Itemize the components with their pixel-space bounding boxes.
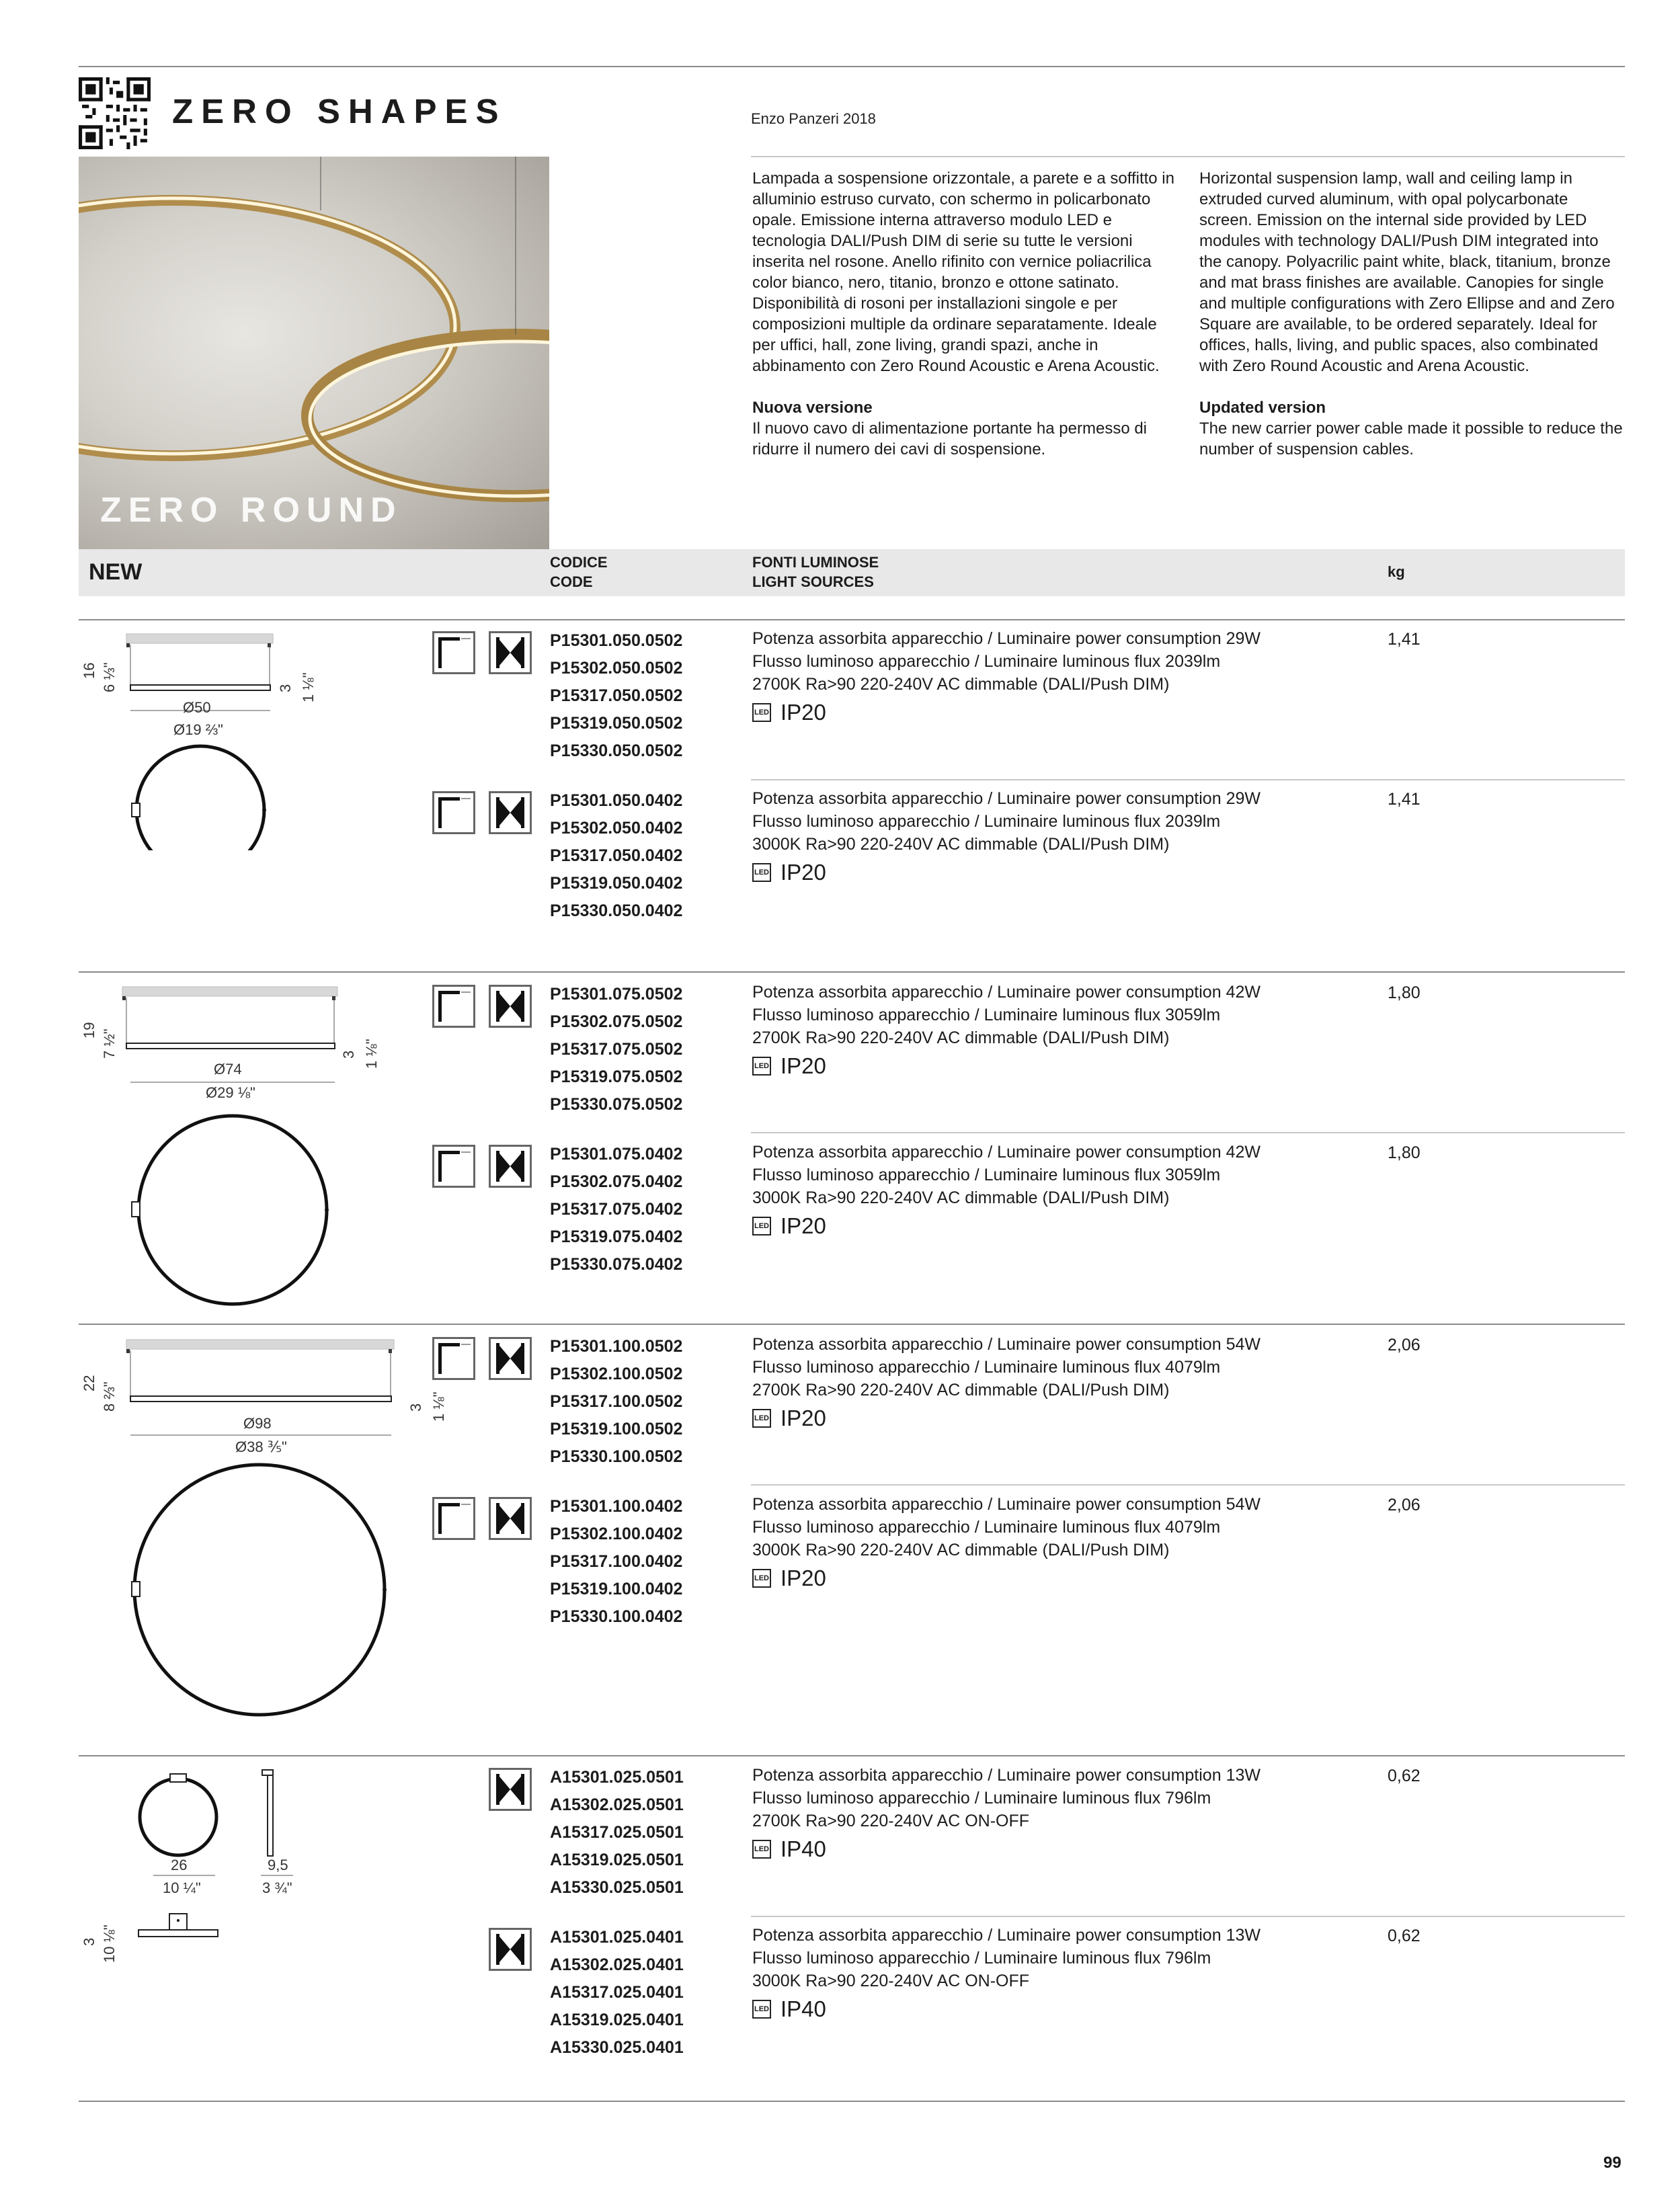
- code-list: [550, 1333, 682, 1471]
- spec-line: 2700K Ra>90 220-240V AC ON-OFF: [752, 1812, 1030, 1830]
- product-code: P15317.100.0402: [550, 1552, 683, 1571]
- product-code: P15301.100.0402: [550, 1497, 683, 1516]
- code-header-en: CODE: [550, 573, 593, 590]
- product-code: P15319.050.0402: [550, 874, 683, 893]
- light-source-spec: [752, 787, 1261, 884]
- product-code: P15302.050.0502: [550, 659, 683, 678]
- product-code: P15302.075.0402: [550, 1172, 683, 1191]
- light-source-spec: [752, 1141, 1261, 1238]
- spec-line: Flusso luminoso apparecchio / Luminaire luminous flux 796lm: [752, 1949, 1211, 1968]
- product-code: P15317.075.0502: [550, 1040, 683, 1059]
- dim-width-in: 10 ¼": [163, 1879, 201, 1896]
- suspension-mount-icon: [432, 1497, 475, 1540]
- product-code: A15301.025.0501: [550, 1768, 684, 1787]
- spec-line: Potenza assorbita apparecchio / Luminaire power consumption 29W: [752, 629, 1261, 648]
- ip-rating: IP20: [781, 1213, 826, 1238]
- light-emission-icon: [489, 631, 532, 674]
- weight-kg: 0,62: [1388, 1767, 1421, 1785]
- drawing-d50: [74, 628, 410, 850]
- code-list: [550, 1141, 682, 1279]
- dim-depth: 9,5: [268, 1857, 288, 1873]
- led-icon: LED: [752, 1057, 771, 1076]
- light-emission-icon: [489, 1928, 532, 1971]
- ip-rating: IP40: [781, 1836, 826, 1861]
- header-rule: [751, 156, 1625, 157]
- update-text-en: The new carrier power cable made it possible to reduce the number of suspension cables.: [1199, 419, 1623, 458]
- dim-thickness: 3: [340, 1050, 357, 1059]
- new-label: NEW: [89, 559, 143, 585]
- product-code: P15317.050.0502: [550, 686, 683, 705]
- weight-kg: 2,06: [1388, 1336, 1421, 1354]
- dim-diameter: Ø50: [183, 699, 211, 716]
- row-rule: [751, 1916, 1625, 1917]
- light-emission-icon: [489, 1497, 532, 1540]
- led-icon: LED: [752, 703, 771, 722]
- spec-line: Potenza assorbita apparecchio / Luminaire power consumption 54W: [752, 1495, 1261, 1514]
- weight-kg: 1,41: [1388, 790, 1421, 809]
- page-title: ZERO SHAPES: [172, 92, 507, 130]
- product-code: P15302.100.0402: [550, 1525, 683, 1543]
- ip-rating: IP20: [781, 1566, 826, 1590]
- product-code: A15302.025.0501: [550, 1795, 684, 1814]
- description-en-text: Horizontal suspension lamp, wall and ceiling lamp in extruded curved aluminum, with opal polycarbonate screen. Emission on the internal side provided by LED modules with technology DALI/Push DIM integrated into the canopy. Polyacrilic paint white, black, titanium, bronze and mat brass finishes are available. Canopies for single and multiple configurations with Zero Ellipse and and Zero Square are available, to be ordered separately. Ideal for offices, halls, living, and public spaces, also combinated with Zero Round Acoustic and Arena Acoustic.: [1199, 169, 1615, 375]
- light-emission-icon: [489, 1145, 532, 1188]
- product-code: P15330.100.0402: [550, 1607, 683, 1626]
- spec-line: Flusso luminoso apparecchio / Luminaire luminous flux 4079lm: [752, 1518, 1221, 1537]
- dim-diameter-in: Ø38 ⅗": [235, 1438, 287, 1455]
- spec-line: Flusso luminoso apparecchio / Luminaire luminous flux 2039lm: [752, 652, 1221, 671]
- spec-line: 3000K Ra>90 220-240V AC ON-OFF: [752, 1972, 1030, 1990]
- product-code: A15302.025.0401: [550, 1955, 684, 1974]
- product-code: P15330.075.0402: [550, 1255, 683, 1274]
- led-icon: LED: [752, 1569, 771, 1588]
- dim-diameter-in: Ø29 ⅛": [206, 1084, 255, 1101]
- ip-rating: IP20: [781, 700, 826, 725]
- light-emission-icon: [489, 1337, 532, 1380]
- group-rule: [79, 971, 1625, 973]
- product-code: A15330.025.0401: [550, 2038, 684, 2057]
- group-rule: [79, 619, 1625, 620]
- sources-header-en: LIGHT SOURCES: [752, 573, 874, 590]
- spec-line: 2700K Ra>90 220-240V AC dimmable (DALI/Push DIM): [752, 675, 1170, 694]
- drawing-d98: [74, 1334, 424, 1738]
- protection-rating: [752, 1567, 1261, 1590]
- product-code: P15301.075.0402: [550, 1145, 683, 1164]
- product-code: A15330.025.0501: [550, 1878, 684, 1897]
- ip-rating: IP20: [781, 1406, 826, 1430]
- ip-rating: IP20: [781, 860, 826, 885]
- weight-kg: 2,06: [1388, 1496, 1421, 1514]
- product-code: P15317.100.0502: [550, 1392, 683, 1411]
- spec-line: 3000K Ra>90 220-240V AC dimmable (DALI/Push DIM): [752, 835, 1170, 854]
- dim-height: [81, 663, 98, 679]
- spec-line: 3000K Ra>90 220-240V AC dimmable (DALI/Push DIM): [752, 1188, 1170, 1207]
- code-list: [550, 981, 682, 1119]
- light-emission-icon: [489, 1768, 532, 1811]
- code-header-it: CODICE: [550, 554, 608, 571]
- sources-header-it: FONTI LUMINOSE: [752, 554, 879, 571]
- spec-line: Potenza assorbita apparecchio / Luminaire power consumption 42W: [752, 983, 1261, 1002]
- product-code: A15319.025.0501: [550, 1851, 684, 1869]
- spec-line: 3000K Ra>90 220-240V AC dimmable (DALI/Push DIM): [752, 1541, 1170, 1559]
- dim-height: 19: [81, 1022, 97, 1039]
- spec-line: Potenza assorbita apparecchio / Luminaire power consumption 13W: [752, 1926, 1261, 1945]
- row-rule: [751, 1484, 1625, 1486]
- weight-kg: 1,80: [1388, 1143, 1421, 1162]
- group-rule: [79, 1324, 1625, 1325]
- code-list: [550, 787, 682, 925]
- led-icon: LED: [752, 863, 771, 882]
- row-rule: [751, 1132, 1625, 1133]
- light-emission-icon: [489, 985, 532, 1028]
- protection-rating: [752, 1407, 1261, 1430]
- light-source-spec: [752, 1493, 1261, 1590]
- page-number: 99: [1603, 2154, 1622, 2172]
- dim-thickness-in: 1 ⅛": [300, 672, 317, 702]
- code-header: [550, 553, 608, 592]
- row-rule: [751, 779, 1625, 780]
- light-source-spec: [752, 1764, 1261, 1861]
- update-text-it: Il nuovo cavo di alimentazione portante ha permesso di ridurre il numero dei cavi di sospensione.: [752, 419, 1148, 458]
- led-icon: LED: [752, 1217, 771, 1235]
- sources-header: [752, 553, 879, 592]
- update-title-it: Nuova versione: [752, 399, 873, 417]
- dim-height-in: 7 ½": [101, 1028, 118, 1059]
- product-code: P15317.075.0402: [550, 1200, 683, 1219]
- spec-line: Potenza assorbita apparecchio / Luminaire power consumption 13W: [752, 1766, 1261, 1785]
- weight-kg: 1,80: [1388, 983, 1421, 1002]
- protection-rating: [752, 1215, 1261, 1238]
- spec-line: Potenza assorbita apparecchio / Luminaire power consumption 42W: [752, 1143, 1261, 1162]
- product-code: P15330.050.0402: [550, 901, 683, 920]
- product-code: P15301.050.0502: [550, 631, 683, 650]
- group-rule: [79, 1755, 1625, 1756]
- ip-rating: IP20: [781, 1053, 826, 1078]
- suspension-mount-icon: [432, 791, 475, 834]
- product-photo: [79, 157, 549, 549]
- product-code: A15319.025.0401: [550, 2011, 684, 2029]
- product-code: P15301.075.0502: [550, 985, 683, 1004]
- top-rule: [79, 66, 1625, 67]
- dim-thickness-in: 1 ⅛": [363, 1039, 380, 1069]
- kg-header: kg: [1388, 563, 1405, 580]
- dim-thickness-in: 1 ⅛": [430, 1391, 447, 1422]
- product-code: P15302.100.0502: [550, 1365, 683, 1383]
- bottom-rule: [79, 2101, 1625, 2102]
- dim-depth-in: 3 ¾": [262, 1879, 292, 1896]
- dim-height-in: 6 ⅓": [101, 662, 118, 692]
- qr-code[interactable]: [79, 77, 151, 149]
- drawing-d74: [74, 981, 424, 1317]
- light-emission-icon: [489, 791, 532, 834]
- weight-kg: 0,62: [1388, 1927, 1421, 1945]
- spec-line: Flusso luminoso apparecchio / Luminaire luminous flux 4079lm: [752, 1358, 1221, 1377]
- product-code: A15317.025.0501: [550, 1823, 684, 1842]
- dim-thickness: 3: [277, 684, 294, 692]
- photo-label: ZERO ROUND: [100, 491, 403, 530]
- led-icon: LED: [752, 2000, 771, 2019]
- light-source-spec: [752, 981, 1261, 1078]
- spec-line: Flusso luminoso apparecchio / Luminaire luminous flux 3059lm: [752, 1166, 1221, 1184]
- spec-line: Potenza assorbita apparecchio / Luminaire power consumption 54W: [752, 1335, 1261, 1354]
- dim-height: 22: [81, 1375, 97, 1391]
- description-english: [1199, 168, 1623, 460]
- product-code: A15317.025.0401: [550, 1983, 684, 2002]
- suspension-mount-icon: [432, 985, 475, 1028]
- code-list: [550, 1493, 682, 1631]
- protection-rating: [752, 861, 1261, 884]
- protection-rating: [752, 1055, 1261, 1078]
- led-icon: LED: [752, 1409, 771, 1428]
- product-code: P15330.050.0502: [550, 741, 683, 760]
- product-code: P15319.050.0502: [550, 714, 683, 733]
- suspension-mount-icon: [432, 1337, 475, 1380]
- description-italian: [752, 168, 1176, 460]
- product-code: P15317.050.0402: [550, 846, 683, 865]
- spec-line: 2700K Ra>90 220-240V AC dimmable (DALI/Push DIM): [752, 1028, 1170, 1047]
- spec-line: Potenza assorbita apparecchio / Luminaire power consumption 29W: [752, 789, 1261, 808]
- dim-height-in: 8 ⅔": [101, 1381, 118, 1412]
- designer-credit: Enzo Panzeri 2018: [751, 110, 876, 127]
- protection-rating: [752, 701, 1261, 724]
- product-code: P15302.050.0402: [550, 819, 683, 838]
- spec-line: Flusso luminoso apparecchio / Luminaire luminous flux 2039lm: [752, 812, 1221, 831]
- dim-thickness-in: 10 ⅛": [101, 1924, 118, 1963]
- product-code: P15319.075.0502: [550, 1067, 683, 1086]
- product-code: A15301.025.0401: [550, 1928, 684, 1947]
- light-source-spec: [752, 1924, 1261, 2021]
- dim-width: 26: [171, 1857, 188, 1873]
- suspension-mount-icon: [432, 1145, 475, 1188]
- led-icon: LED: [752, 1840, 771, 1859]
- protection-rating: [752, 1998, 1261, 2021]
- product-code: P15301.100.0502: [550, 1337, 683, 1356]
- product-code: P15319.100.0402: [550, 1580, 683, 1598]
- spec-line: Flusso luminoso apparecchio / Luminaire luminous flux 796lm: [752, 1789, 1211, 1808]
- dim-thickness: 3: [81, 1937, 97, 1946]
- code-list: [550, 627, 682, 765]
- product-code: P15330.100.0502: [550, 1447, 683, 1466]
- update-title-en: Updated version: [1199, 399, 1326, 417]
- product-code: P15330.075.0502: [550, 1095, 683, 1114]
- spec-line: Flusso luminoso apparecchio / Luminaire luminous flux 3059lm: [752, 1006, 1221, 1024]
- dim-diameter: Ø74: [214, 1061, 242, 1078]
- code-list: [550, 1764, 684, 1902]
- ip-rating: IP40: [781, 1996, 826, 2021]
- product-code: P15302.075.0502: [550, 1012, 683, 1031]
- dim-height-cm: 16: [81, 662, 97, 679]
- product-code: P15319.075.0402: [550, 1227, 683, 1246]
- light-source-spec: [752, 627, 1261, 724]
- code-list: [550, 1924, 684, 2062]
- light-source-spec: [752, 1333, 1261, 1430]
- weight-kg: 1,41: [1388, 630, 1421, 649]
- product-code: P15319.100.0502: [550, 1420, 683, 1438]
- description-it-text: Lampada a sospensione orizzontale, a parete e a soffitto in alluminio estruso curvato, con schermo in policarbonato opale. Emissione interna attraverso modulo LED e tecnologia DALI/Push DIM di serie su tutte le versioni inserita nel rosone. Anello rifinito con vernice poliacrilica color bianco, nero, titanio, bronzo e ottone satinato. Disponibilità di rosoni per installazioni singole e per composizioni multiple da ordinare separatamente. Ideale per uffici, hall, zone living, grandi spazi, anche in abbinamento con Zero Round Acoustic e Arena Acoustic.: [752, 169, 1174, 375]
- dim-thickness: 3: [407, 1403, 424, 1412]
- dim-diameter-in: Ø19 ⅔": [173, 721, 223, 738]
- protection-rating: [752, 1838, 1261, 1861]
- spec-line: 2700K Ra>90 220-240V AC dimmable (DALI/Push DIM): [752, 1381, 1170, 1400]
- product-code: P15301.050.0402: [550, 791, 683, 810]
- dim-diameter: Ø98: [243, 1415, 272, 1432]
- suspension-mount-icon: [432, 631, 475, 674]
